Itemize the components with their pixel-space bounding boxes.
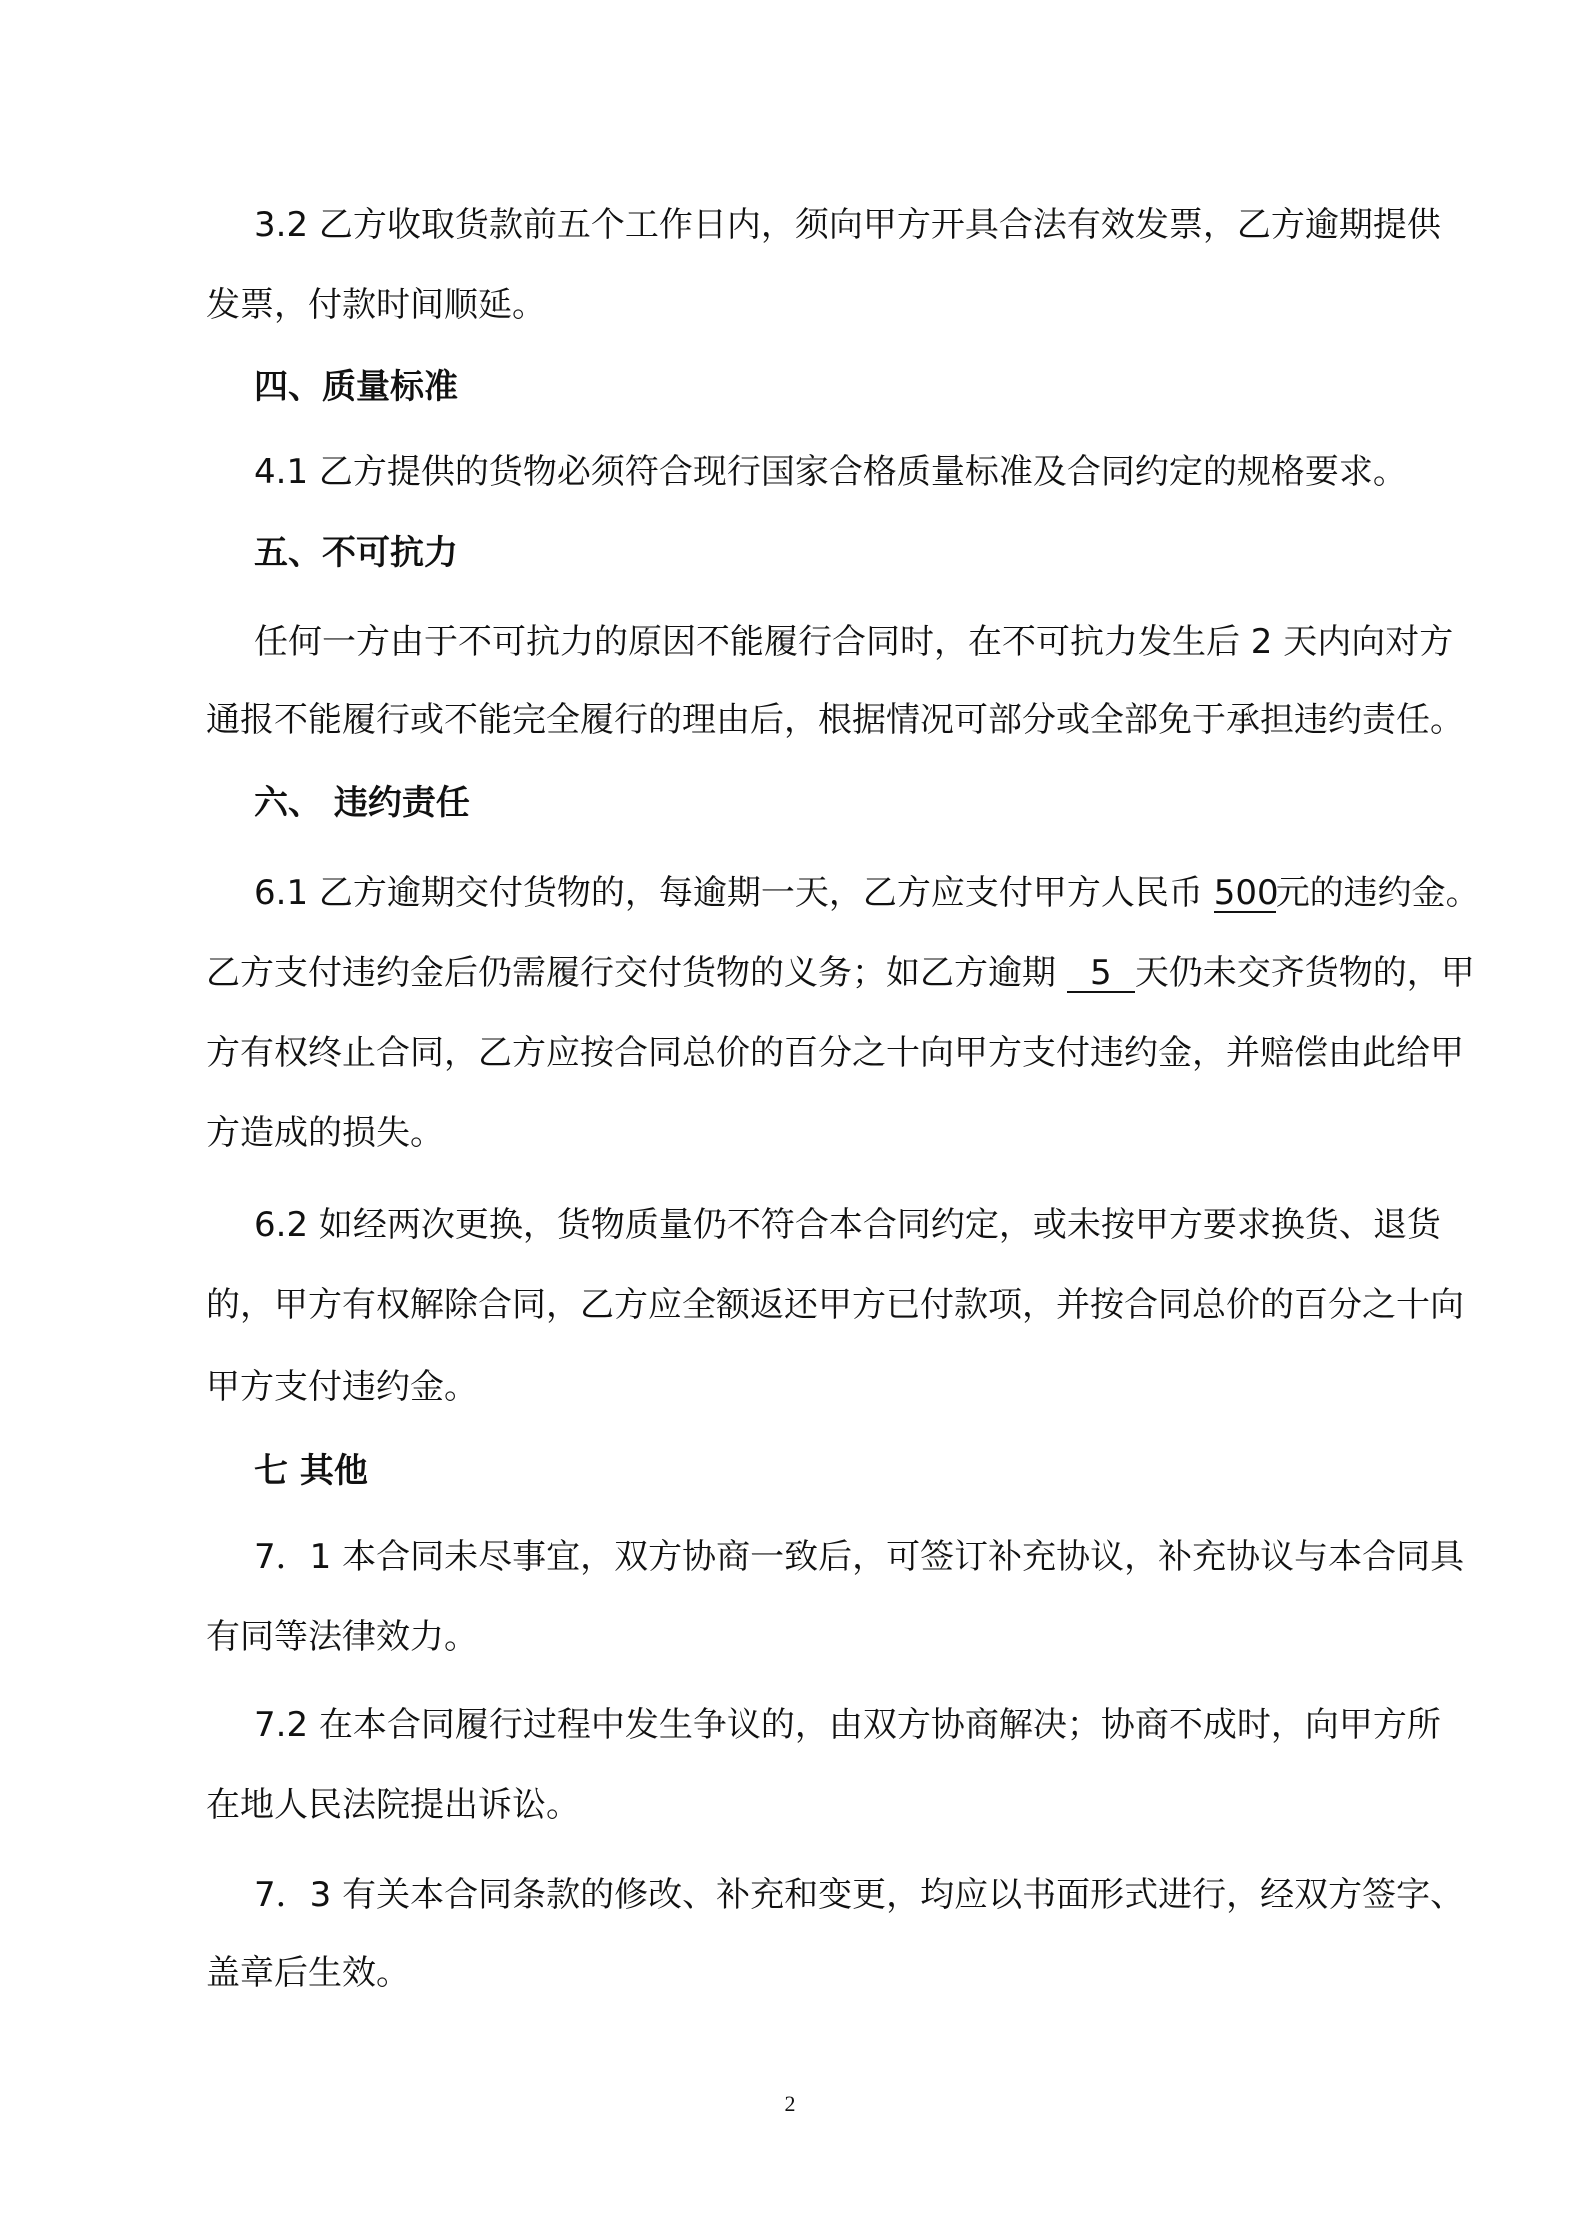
section-heading-quality: 四、质量标准: [254, 367, 458, 407]
penalty-amount-blank: 500: [1213, 873, 1279, 913]
force-majeure-line-1: 任何一方由于不可抗力的原因不能履行合同时，在不可抗力发生后 2 天内向对方: [254, 622, 1454, 662]
clause-6-1-text-after-days: 天仍未交齐货物的，甲: [1134, 953, 1475, 993]
section-heading-breach: 六、 违约责任: [254, 783, 470, 823]
clause-6-1-line-3: 方有权终止合同，乙方应按合同总价的百分之十向甲方支付违约金，并赔偿由此给甲: [206, 1033, 1464, 1073]
clause-6-1-text-before-days: 乙方支付违约金后仍需履行交付货物的义务；如乙方逾期: [206, 953, 1067, 993]
section-heading-force-majeure: 五、不可抗力: [254, 533, 458, 573]
clause-6-1-text-before-amount: 6.1 乙方逾期交付货物的，每逾期一天，乙方应支付甲方人民币: [254, 873, 1214, 913]
clause-6-1-line-2: [206, 953, 1475, 993]
clause-7-1-line-2: 有同等法律效力。: [206, 1617, 478, 1657]
overdue-days-blank: 5: [1067, 955, 1135, 993]
clause-3-2-line-1: 3.2 乙方收取货款前五个工作日内，须向甲方开具合法有效发票，乙方逾期提供: [254, 205, 1441, 245]
clause-6-1-line-1: [254, 873, 1480, 913]
clause-6-2-line-2: 的，甲方有权解除合同，乙方应全额返还甲方已付款项，并按合同总价的百分之十向: [206, 1285, 1464, 1325]
clause-6-1-text-after-amount: 元的违约金。: [1275, 873, 1480, 913]
clause-7-2-line-2: 在地人民法院提出诉讼。: [206, 1785, 580, 1825]
clause-7-3-line-2: 盖章后生效。: [206, 1953, 410, 1993]
clause-7-2-line-1: 7.2 在本合同履行过程中发生争议的，由双方协商解决；协商不成时，向甲方所: [254, 1705, 1441, 1745]
clause-6-2-line-3: 甲方支付违约金。: [206, 1367, 478, 1407]
clause-4-1: 4.1 乙方提供的货物必须符合现行国家合格质量标准及合同约定的规格要求。: [254, 452, 1407, 492]
page-number: 2: [784, 2091, 796, 2116]
clause-7-3-line-1: 7．3 有关本合同条款的修改、补充和变更，均应以书面形式进行，经双方签字、: [254, 1875, 1465, 1915]
clause-3-2-line-2: 发票，付款时间顺延。: [206, 285, 546, 325]
clause-7-1-line-1: 7．1 本合同未尽事宜，双方协商一致后，可签订补充协议，补充协议与本合同具: [254, 1537, 1465, 1577]
section-heading-other: 七 其他: [254, 1451, 368, 1491]
clause-6-1-line-4: 方造成的损失。: [206, 1113, 444, 1153]
clause-6-2-line-1: 6.2 如经两次更换，货物质量仍不符合本合同约定，或未按甲方要求换货、退货: [254, 1205, 1441, 1245]
force-majeure-line-2: 通报不能履行或不能完全履行的理由后，根据情况可部分或全部免于承担违约责任。: [206, 700, 1464, 740]
